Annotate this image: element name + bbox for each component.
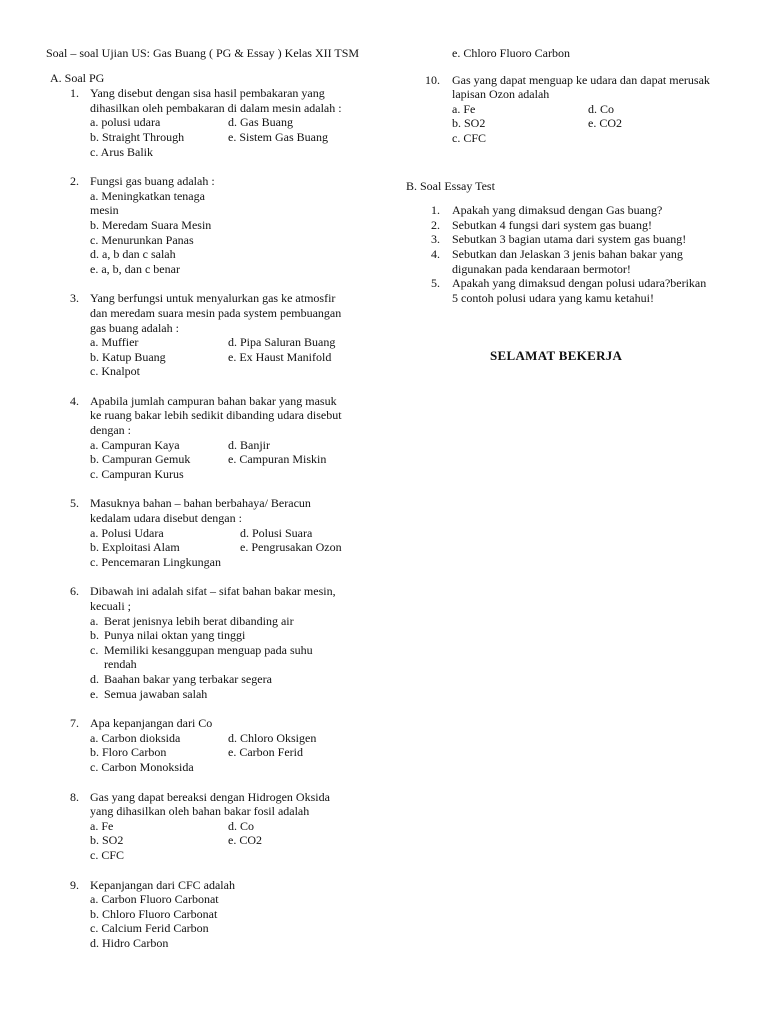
question-number: 1.: [431, 203, 440, 218]
option: a. Fe: [452, 101, 476, 116]
option: a. Campuran Kaya: [90, 437, 180, 452]
page-title: Soal – soal Ujian US: Gas Buang ( PG & Essay ) Kelas XII TSM: [46, 46, 360, 60]
option-letter: a.: [90, 613, 99, 628]
option: a. Carbon dioksida: [90, 730, 181, 745]
question-number: 4.: [431, 246, 440, 261]
option-text: Memiliki kesanggupan menguap pada suhu: [104, 642, 313, 657]
option: b. SO2: [452, 116, 486, 131]
stem-line: dihasilkan oleh pembakaran di dalam mesin adalah :: [90, 100, 342, 115]
question-5: [46, 496, 368, 569]
option: c. Pencemaran Lingkungan: [90, 554, 221, 569]
question-8: [46, 790, 368, 863]
question-number: 1.: [70, 86, 79, 101]
option-row: [90, 364, 368, 379]
question-stem: [452, 73, 736, 102]
option: d. a, b dan c salah: [90, 247, 176, 262]
option-row: [90, 921, 368, 936]
stem-line: Yang disebut dengan sisa hasil pembakaran yang: [90, 86, 325, 101]
question-1: [46, 86, 368, 159]
question-number: 3.: [431, 232, 440, 247]
option-row: [90, 130, 368, 145]
question-number: 4.: [70, 393, 79, 408]
option: b. Meredam Suara Mesin: [90, 217, 212, 232]
option-row: [90, 467, 368, 482]
option-text: rendah: [104, 657, 137, 672]
list-option: [90, 687, 368, 702]
stem-line: Fungsi gas buang adalah :: [90, 174, 215, 189]
essay-question-4: [406, 247, 736, 276]
essay-question-3: [406, 232, 736, 247]
option-text: Semua jawaban salah: [104, 686, 208, 701]
option: e. Sistem Gas Buang: [228, 129, 328, 144]
essay-list: [406, 203, 736, 305]
essay-text: Apakah yang dimaksud dengan polusi udara?berikan: [452, 276, 707, 291]
option: e. Carbon Ferid: [228, 745, 303, 760]
option: d. Hidro Carbon: [90, 935, 169, 950]
option: d. Chloro Oksigen: [228, 730, 317, 745]
multiple-choice-list: [46, 86, 368, 950]
stem-line: yang dihasilkan oleh bahan bakar fosil adalah: [90, 804, 310, 819]
essay-text: Sebutkan 3 bagian utama dari system gas buang!: [452, 232, 687, 247]
option-row: [90, 145, 368, 160]
option: c. Calcium Ferid Carbon: [90, 921, 209, 936]
option-row: [90, 892, 368, 907]
option-row: [90, 438, 368, 453]
option: b. Chloro Fluoro Carbonat: [90, 906, 218, 921]
option: d. Co: [588, 101, 615, 116]
option: c. Carbon Monoksida: [90, 759, 194, 774]
option-row: [90, 760, 368, 775]
essay-text: digunakan pada kendaraan bermotor!: [452, 261, 631, 276]
option-row: [90, 247, 368, 262]
option: c. Arus Balik: [90, 144, 153, 159]
option-row: [90, 218, 368, 233]
essay-text: Sebutkan 4 fungsi dari system gas buang!: [452, 217, 652, 232]
stem-line: Gas yang dapat bereaksi dengan Hidrogen Oksida: [90, 789, 330, 804]
option-row: [90, 936, 368, 951]
stem-line: Masuknya bahan – bahan berbahaya/ Beracun: [90, 496, 311, 511]
option-text: Baahan bakar yang terbakar segera: [104, 671, 272, 686]
option-row: [90, 907, 368, 922]
question-3: [46, 291, 368, 379]
essay-question-1: [406, 203, 736, 218]
option: c. Knalpot: [90, 364, 140, 379]
question-number: 2.: [70, 174, 79, 189]
question-number: 8.: [70, 789, 79, 804]
option-row: [452, 102, 736, 117]
option-row: [90, 833, 368, 848]
list-option: [90, 672, 368, 687]
question-number: 6.: [70, 584, 79, 599]
option: e. CO2: [588, 116, 622, 131]
stem-line: Dibawah ini adalah sifat – sifat bahan bakar mesin,: [90, 584, 336, 599]
option: e. Ex Haust Manifold: [228, 349, 332, 364]
right-column: [406, 46, 736, 364]
stem-line: gas buang adalah :: [90, 320, 179, 335]
question-number: 10.: [425, 72, 440, 87]
option-text: Berat jenisnya lebih berat dibanding air: [104, 613, 294, 628]
stem-line: Apa kepanjangan dari Co: [90, 716, 213, 731]
list-option: [90, 628, 368, 643]
list-option: [90, 643, 368, 672]
option: d. Banjir: [228, 437, 270, 452]
option: a. Muffier: [90, 335, 139, 350]
option: b. Katup Buang: [90, 349, 166, 364]
option: d. Pipa Saluran Buang: [228, 335, 336, 350]
section-b-heading: B. Soal Essay Test: [406, 178, 495, 193]
option-row: [90, 262, 368, 277]
list-option: [90, 614, 368, 629]
option: e. Campuran Miskin: [228, 452, 327, 467]
option-letter: e.: [90, 686, 99, 701]
section-a-heading: A. Soal PG: [50, 70, 105, 85]
option: b. Straight Through: [90, 129, 185, 144]
stem-line: ke ruang bakar lebih sedikit dibanding udara disebut: [90, 408, 342, 423]
stem-line: Apabila jumlah campuran bahan bakar yang masuk: [90, 393, 337, 408]
stem-line: lapisan Ozon adalah: [452, 87, 550, 102]
option-row: [90, 452, 368, 467]
option-row: [90, 335, 368, 350]
question-number: 3.: [70, 291, 79, 306]
stem-line: Kepanjangan dari CFC adalah: [90, 877, 235, 892]
essay-text: Sebutkan dan Jelaskan 3 jenis bahan bakar yang: [452, 246, 683, 261]
question-10: [406, 73, 736, 146]
stem-line: dengan :: [90, 423, 131, 438]
essay-text: Apakah yang dimaksud dengan Gas buang?: [452, 203, 663, 218]
question-number: 2.: [431, 217, 440, 232]
option-row: [90, 731, 368, 746]
stem-line: dan meredam suara mesin pada system pembuangan: [90, 305, 342, 320]
question-number: 7.: [70, 716, 79, 731]
option-letter: d.: [90, 671, 99, 686]
essay-question-2: [406, 218, 736, 233]
option: e. CO2: [228, 833, 262, 848]
question-number: 5.: [431, 276, 440, 291]
option-row: [452, 116, 736, 131]
option: b. SO2: [90, 833, 124, 848]
question-2: [46, 174, 368, 276]
stem-line: Yang berfungsi untuk menyalurkan gas ke atmosfir: [90, 291, 336, 306]
option: e. a, b, dan c benar: [90, 261, 180, 276]
option-row: [90, 526, 368, 541]
question-9: [46, 878, 368, 951]
option: d. Co: [228, 818, 255, 833]
option-row: [90, 350, 368, 365]
question-6: [46, 584, 368, 701]
option: b. Floro Carbon: [90, 745, 167, 760]
option: b. Campuran Gemuk: [90, 452, 191, 467]
option: d. Gas Buang: [228, 115, 293, 130]
question-number: 5.: [70, 496, 79, 511]
question-4: [46, 394, 368, 482]
option: a. Polusi Udara: [90, 525, 164, 540]
left-column: [46, 46, 368, 965]
essay-question-5: [406, 276, 736, 305]
option: a. Meningkatkan tenaga mesin: [90, 188, 205, 218]
option: c. CFC: [90, 847, 125, 862]
option: c. CFC: [452, 130, 487, 145]
option: b. Exploitasi Alam: [90, 540, 180, 555]
option: d. Polusi Suara: [240, 525, 313, 540]
stem-line: kedalam udara disebut dengan :: [90, 511, 242, 526]
option-row: [90, 555, 368, 570]
option-row: [90, 848, 368, 863]
stem-line: Gas yang dapat menguap ke udara dan dapat merusak: [452, 72, 710, 87]
question-7: [46, 716, 368, 774]
option-row: [90, 540, 368, 555]
q9-option-e: e. Chloro Fluoro Carbon: [452, 46, 570, 60]
option-row: [452, 131, 736, 146]
option: a. polusi udara: [90, 115, 161, 130]
option: e. Pengrusakan Ozon: [240, 540, 342, 555]
option-row: [90, 745, 368, 760]
option-row: [90, 189, 368, 218]
essay-text: 5 contoh polusi udara yang kamu ketahui!: [452, 290, 654, 305]
question-number: 9.: [70, 877, 79, 892]
option-row: [90, 819, 368, 834]
option-letter: c.: [90, 642, 99, 657]
closing-text: SELAMAT BEKERJA: [490, 348, 623, 364]
stem-line: kecuali ;: [90, 599, 131, 613]
option-text: Punya nilai oktan yang tinggi: [104, 628, 246, 643]
option-letter: b.: [90, 628, 99, 643]
option: c. Campuran Kurus: [90, 466, 184, 481]
option-row: [90, 115, 368, 130]
option: a. Carbon Fluoro Carbonat: [90, 892, 219, 907]
option: c. Menurunkan Panas: [90, 232, 194, 247]
option: a. Fe: [90, 818, 114, 833]
option-row: [90, 233, 368, 248]
